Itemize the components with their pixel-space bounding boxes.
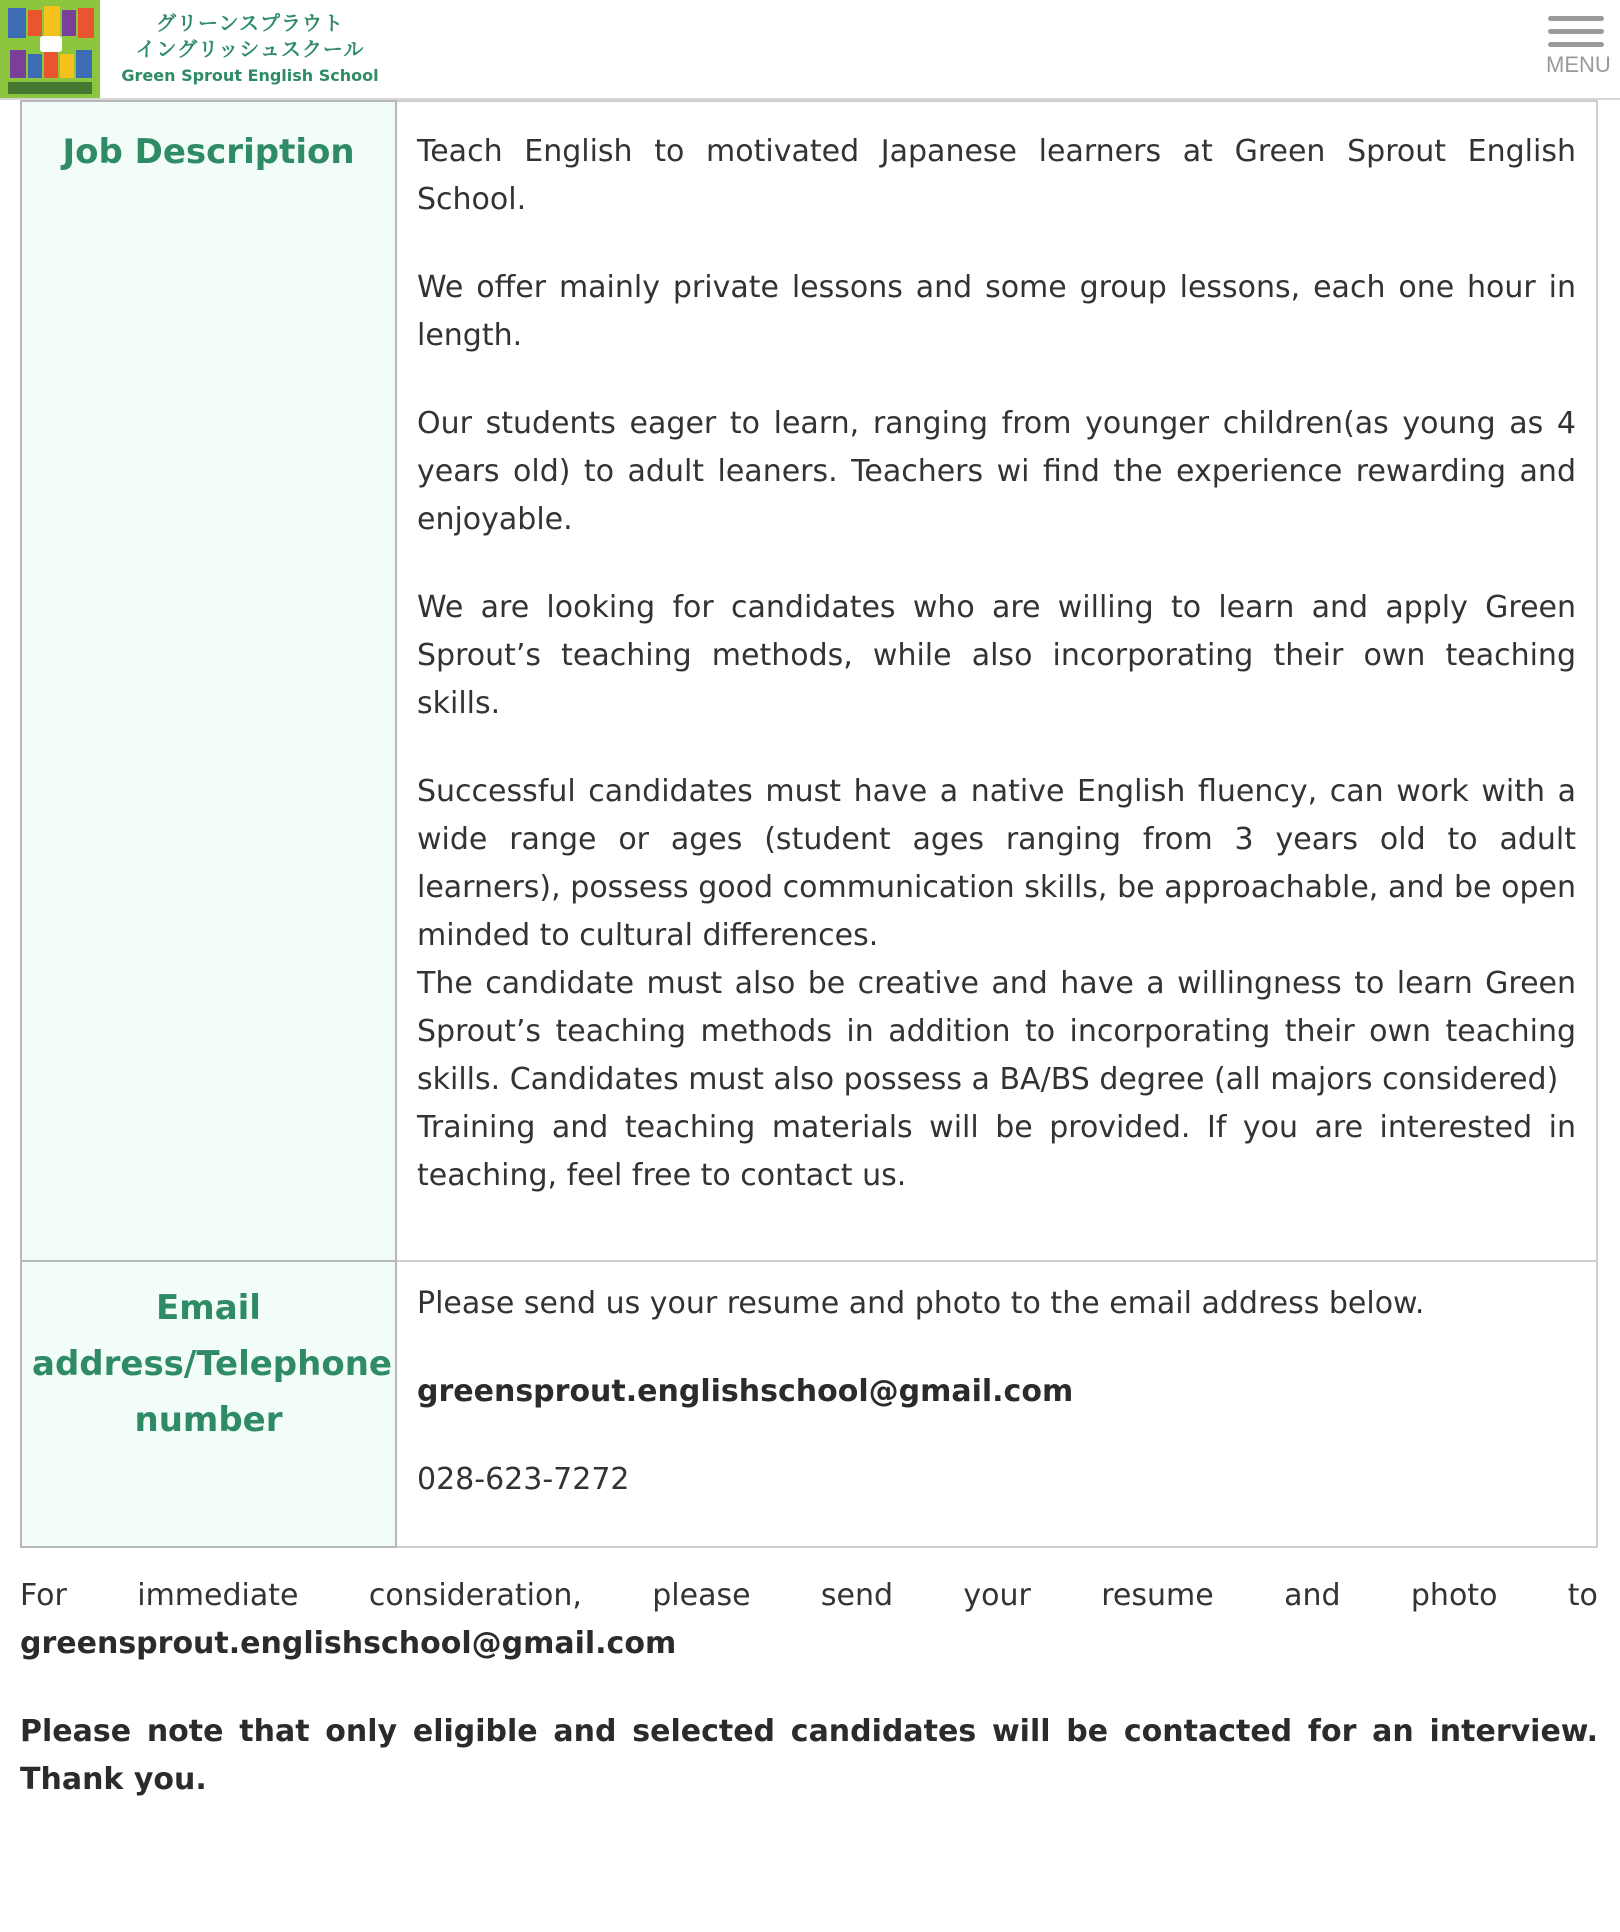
job-description-content <box>396 101 1597 1261</box>
job-paragraph: We are looking for candidates who are willing to learn and apply Green Sprout’s teaching methods, while also incorporating their own teaching skills. <box>417 590 1576 721</box>
hamburger-icon <box>1548 16 1604 21</box>
note-word: consideration, <box>368 1578 582 1613</box>
job-paragraph: Our students eager to learn, ranging from younger children(as young as 4 years old) to adult leaners. Teachers wi find the experience rewarding and enjoyable. <box>417 406 1576 537</box>
job-paragraph: We offer mainly private lessons and some group lessons, each one hour in length. <box>417 270 1576 353</box>
note-word: your <box>963 1578 1031 1613</box>
brand-jp-line1: グリーンスプラウト <box>156 11 344 35</box>
job-paragraph: The candidate must also be creative and have a willingness to learn Green Sprout’s teaching methods in addition to incorporating their own teaching skills. Candidates must also possess a BA/BS degree (all majors considered) <box>417 966 1576 1097</box>
job-paragraph: Teach English to motivated Japanese learners at Green Sprout English School. <box>417 134 1576 217</box>
note-word: resume <box>1101 1578 1214 1613</box>
contact-phone-link[interactable]: 028-623-7272 <box>417 1462 630 1497</box>
note-word: and <box>1284 1578 1341 1613</box>
brand-jp-line2: イングリッシュスクール <box>135 37 365 61</box>
job-paragraph: Training and teaching materials will be provided. If you are interested in teaching, feel free to contact us. <box>417 1110 1576 1193</box>
brand-name[interactable] <box>120 10 380 88</box>
contact-content <box>396 1261 1597 1547</box>
note-word: please <box>652 1578 751 1613</box>
note-line <box>20 1572 1598 1620</box>
job-description-heading: Job Description <box>21 101 396 1261</box>
note-word: send <box>820 1578 894 1613</box>
menu-button[interactable] <box>1546 16 1611 88</box>
contact-intro: Please send us your resume and photo to the email address below. <box>417 1286 1425 1321</box>
table-row <box>21 1261 1597 1547</box>
menu-label: MENU <box>1546 52 1611 77</box>
hamburger-icon <box>1548 29 1604 34</box>
footer-email-link[interactable]: greensprout.englishschool@gmail.com <box>20 1626 677 1661</box>
contact-email-link[interactable]: greensprout.englishschool@gmail.com <box>417 1374 1074 1409</box>
school-logo[interactable] <box>0 0 100 98</box>
logo-graphic-icon <box>0 0 100 98</box>
job-paragraph: Successful candidates must have a native English fluency, can work with a wide range or ages (student ages ranging from 3 years old to adult learners), possess good communication skills, be approachable, and be open minded to cultural differences. <box>417 774 1576 953</box>
note-word: to <box>1567 1578 1598 1613</box>
table-row <box>21 101 1597 1261</box>
interview-note: Please note that only eligible and selected candidates will be contacted for an interview. Thank you. <box>20 1714 1598 1797</box>
contact-heading: Email address/Telephone number <box>21 1261 396 1547</box>
note-word: immediate <box>137 1578 299 1613</box>
site-header <box>0 0 1620 100</box>
brand-en: Green Sprout English School <box>121 66 379 85</box>
immediate-consideration-note <box>20 1572 1598 1668</box>
note-word: photo <box>1410 1578 1498 1613</box>
job-info-table <box>20 100 1598 1548</box>
note-word: For <box>20 1578 67 1613</box>
hamburger-icon <box>1548 42 1604 47</box>
